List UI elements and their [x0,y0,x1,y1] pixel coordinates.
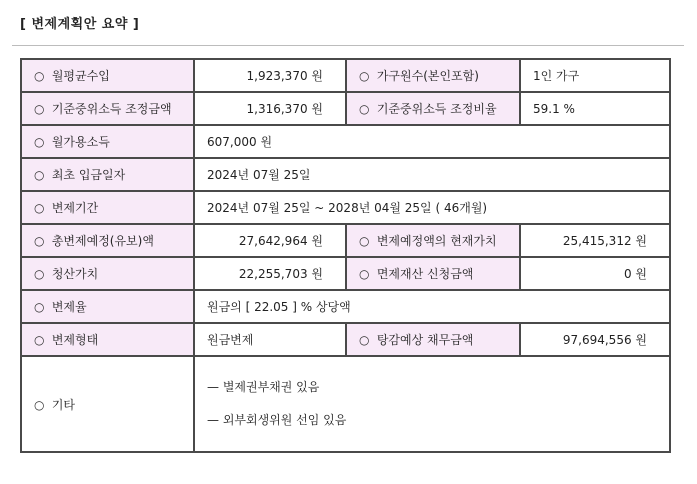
expected-forgiveness-value: 97,694,556 원 [520,323,670,356]
table-row [21,323,670,356]
disposable-income-label: 월가용소득 [51,135,110,149]
other-label: 기타 [51,397,76,412]
label-cell [21,224,194,257]
median-income-adjusted-label: 기준중위소득 조정금액 [51,102,172,116]
other-note-secured-claim: — 별제권부채권 있음 [207,380,320,394]
present-value-value: 25,415,312 원 [520,224,670,257]
table-row [21,125,670,158]
total-repayment-label: 총변제예정(유보)액 [51,234,154,248]
bullet-icon: ○ [34,102,45,116]
expected-forgiveness-label: 탕감예상 채무금액 [376,333,474,347]
median-income-adjusted-value: 1,316,370 원 [194,92,346,125]
bullet-icon: ○ [34,300,45,314]
label-cell [21,59,194,92]
other-note-external-trustee: — 외부회생위원 선임 있음 [207,413,347,427]
table-row [21,224,670,257]
bullet-icon: ○ [34,333,45,347]
label-cell [346,323,520,356]
repayment-rate-value: 원금의 [ 22.05 ] % 상당액 [194,290,670,323]
median-income-ratio-value: 59.1 % [520,92,670,125]
repayment-type-value: 원금변제 [194,323,346,356]
household-size-label: 가구원수(본인포함) [376,69,479,83]
monthly-income-label: 월평균수입 [51,69,110,83]
bullet-icon: ○ [34,135,45,149]
label-cell [21,356,194,452]
label-cell [346,59,520,92]
bullet-icon: ○ [359,102,370,116]
total-repayment-value: 27,642,964 원 [194,224,346,257]
label-cell [21,92,194,125]
bullet-icon: ○ [359,267,370,281]
label-cell [21,290,194,323]
first-deposit-date-label: 최초 입금일자 [51,168,126,182]
table-row [21,59,670,92]
exempt-property-value: 0 원 [520,257,670,290]
bullet-icon: ○ [34,69,45,83]
household-size-value: 1인 가구 [520,59,670,92]
monthly-income-value: 1,923,370 원 [194,59,346,92]
repayment-period-value: 2024년 07월 25일 ~ 2028년 04월 25일 ( 46개월) [194,191,670,224]
liquidation-value-value: 22,255,703 원 [194,257,346,290]
label-cell [21,191,194,224]
label-cell [346,257,520,290]
repayment-type-label: 변제형태 [51,333,99,347]
bullet-icon: ○ [34,397,45,412]
bullet-icon: ○ [359,69,370,83]
other-value [194,356,670,452]
repayment-plan-summary-table [20,58,671,453]
table-row [21,290,670,323]
bullet-icon: ○ [34,168,45,182]
label-cell [21,257,194,290]
table-row [21,191,670,224]
repayment-rate-label: 변제율 [51,300,87,314]
table-row [21,158,670,191]
bullet-icon: ○ [34,267,45,281]
label-cell [21,125,194,158]
first-deposit-date-value: 2024년 07월 25일 [194,158,670,191]
exempt-property-label: 면제재산 신청금액 [376,267,474,281]
present-value-label: 변제예정액의 현재가치 [376,234,497,248]
label-cell [21,323,194,356]
bullet-icon: ○ [359,333,370,347]
section-title: [ 변제계획안 요약 ] [20,17,140,32]
label-cell [21,158,194,191]
label-cell [346,92,520,125]
liquidation-value-label: 청산가치 [51,267,99,281]
divider [12,45,684,46]
table-row [21,356,670,452]
table-row [21,257,670,290]
repayment-period-label: 변제기간 [51,201,99,215]
label-cell [346,224,520,257]
bullet-icon: ○ [34,234,45,248]
bullet-icon: ○ [359,234,370,248]
disposable-income-value: 607,000 원 [194,125,670,158]
bullet-icon: ○ [34,201,45,215]
table-row [21,92,670,125]
median-income-ratio-label: 기준중위소득 조정비율 [376,102,497,116]
